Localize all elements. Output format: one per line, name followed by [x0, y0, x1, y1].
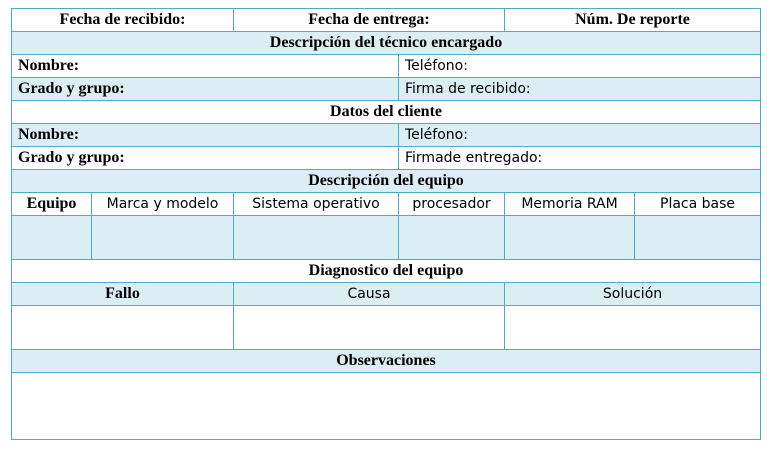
cliente-grado-field[interactable]: Grado y grupo: — [12, 147, 399, 170]
equipo-col-header: Memoria RAM — [505, 193, 635, 216]
tecnico-row-1 — [12, 55, 761, 78]
solucion-header: Solución — [505, 283, 761, 306]
tecnico-title: Descripción del técnico encargado — [12, 32, 761, 55]
diagnostico-data-row — [12, 306, 761, 350]
placa-cell[interactable] — [635, 216, 761, 260]
equipo-col-header: Placa base — [635, 193, 761, 216]
cliente-telefono-field[interactable]: Teléfono: — [399, 124, 761, 147]
observaciones-row — [12, 373, 761, 440]
diagnostico-title-row — [12, 260, 761, 283]
equipo-header-row — [12, 193, 761, 216]
fecha-recibido-label: Fecha de recibido: — [12, 9, 234, 32]
equipo-title-row — [12, 170, 761, 193]
sistema-cell[interactable] — [234, 216, 399, 260]
tecnico-grado-field[interactable]: Grado y grupo: — [12, 78, 399, 101]
fallo-header: Fallo — [12, 283, 234, 306]
cliente-row-1 — [12, 124, 761, 147]
cliente-firma-field[interactable]: Firmade entregado: — [399, 147, 761, 170]
causa-cell[interactable] — [234, 306, 505, 350]
equipo-data-row — [12, 216, 761, 260]
causa-header: Causa — [234, 283, 505, 306]
tecnico-firma-field[interactable]: Firma de recibido: — [399, 78, 761, 101]
cliente-nombre-field[interactable]: Nombre: — [12, 124, 399, 147]
observaciones-title-row — [12, 350, 761, 373]
fecha-entrega-label: Fecha de entrega: — [234, 9, 505, 32]
equipo-col-header: Equipo — [12, 193, 92, 216]
report-form — [11, 8, 760, 440]
equipo-col-header: Sistema operativo — [234, 193, 399, 216]
num-reporte-label: Núm. De reporte — [505, 9, 761, 32]
cliente-title: Datos del cliente — [12, 101, 761, 124]
observaciones-title: Observaciones — [12, 350, 761, 373]
marca-cell[interactable] — [92, 216, 234, 260]
cliente-row-2 — [12, 147, 761, 170]
equipo-cell[interactable] — [12, 216, 92, 260]
solucion-cell[interactable] — [505, 306, 761, 350]
report-table — [11, 8, 761, 440]
diagnostico-header-row — [12, 283, 761, 306]
fallo-cell[interactable] — [12, 306, 234, 350]
tecnico-telefono-field[interactable]: Teléfono: — [399, 55, 761, 78]
tecnico-title-row — [12, 32, 761, 55]
header-row — [12, 9, 761, 32]
diagnostico-title: Diagnostico del equipo — [12, 260, 761, 283]
observaciones-cell[interactable] — [12, 373, 761, 440]
cliente-title-row — [12, 101, 761, 124]
equipo-title: Descripción del equipo — [12, 170, 761, 193]
equipo-col-header: procesador — [399, 193, 505, 216]
tecnico-row-2 — [12, 78, 761, 101]
ram-cell[interactable] — [505, 216, 635, 260]
equipo-col-header: Marca y modelo — [92, 193, 234, 216]
procesador-cell[interactable] — [399, 216, 505, 260]
tecnico-nombre-field[interactable]: Nombre: — [12, 55, 399, 78]
